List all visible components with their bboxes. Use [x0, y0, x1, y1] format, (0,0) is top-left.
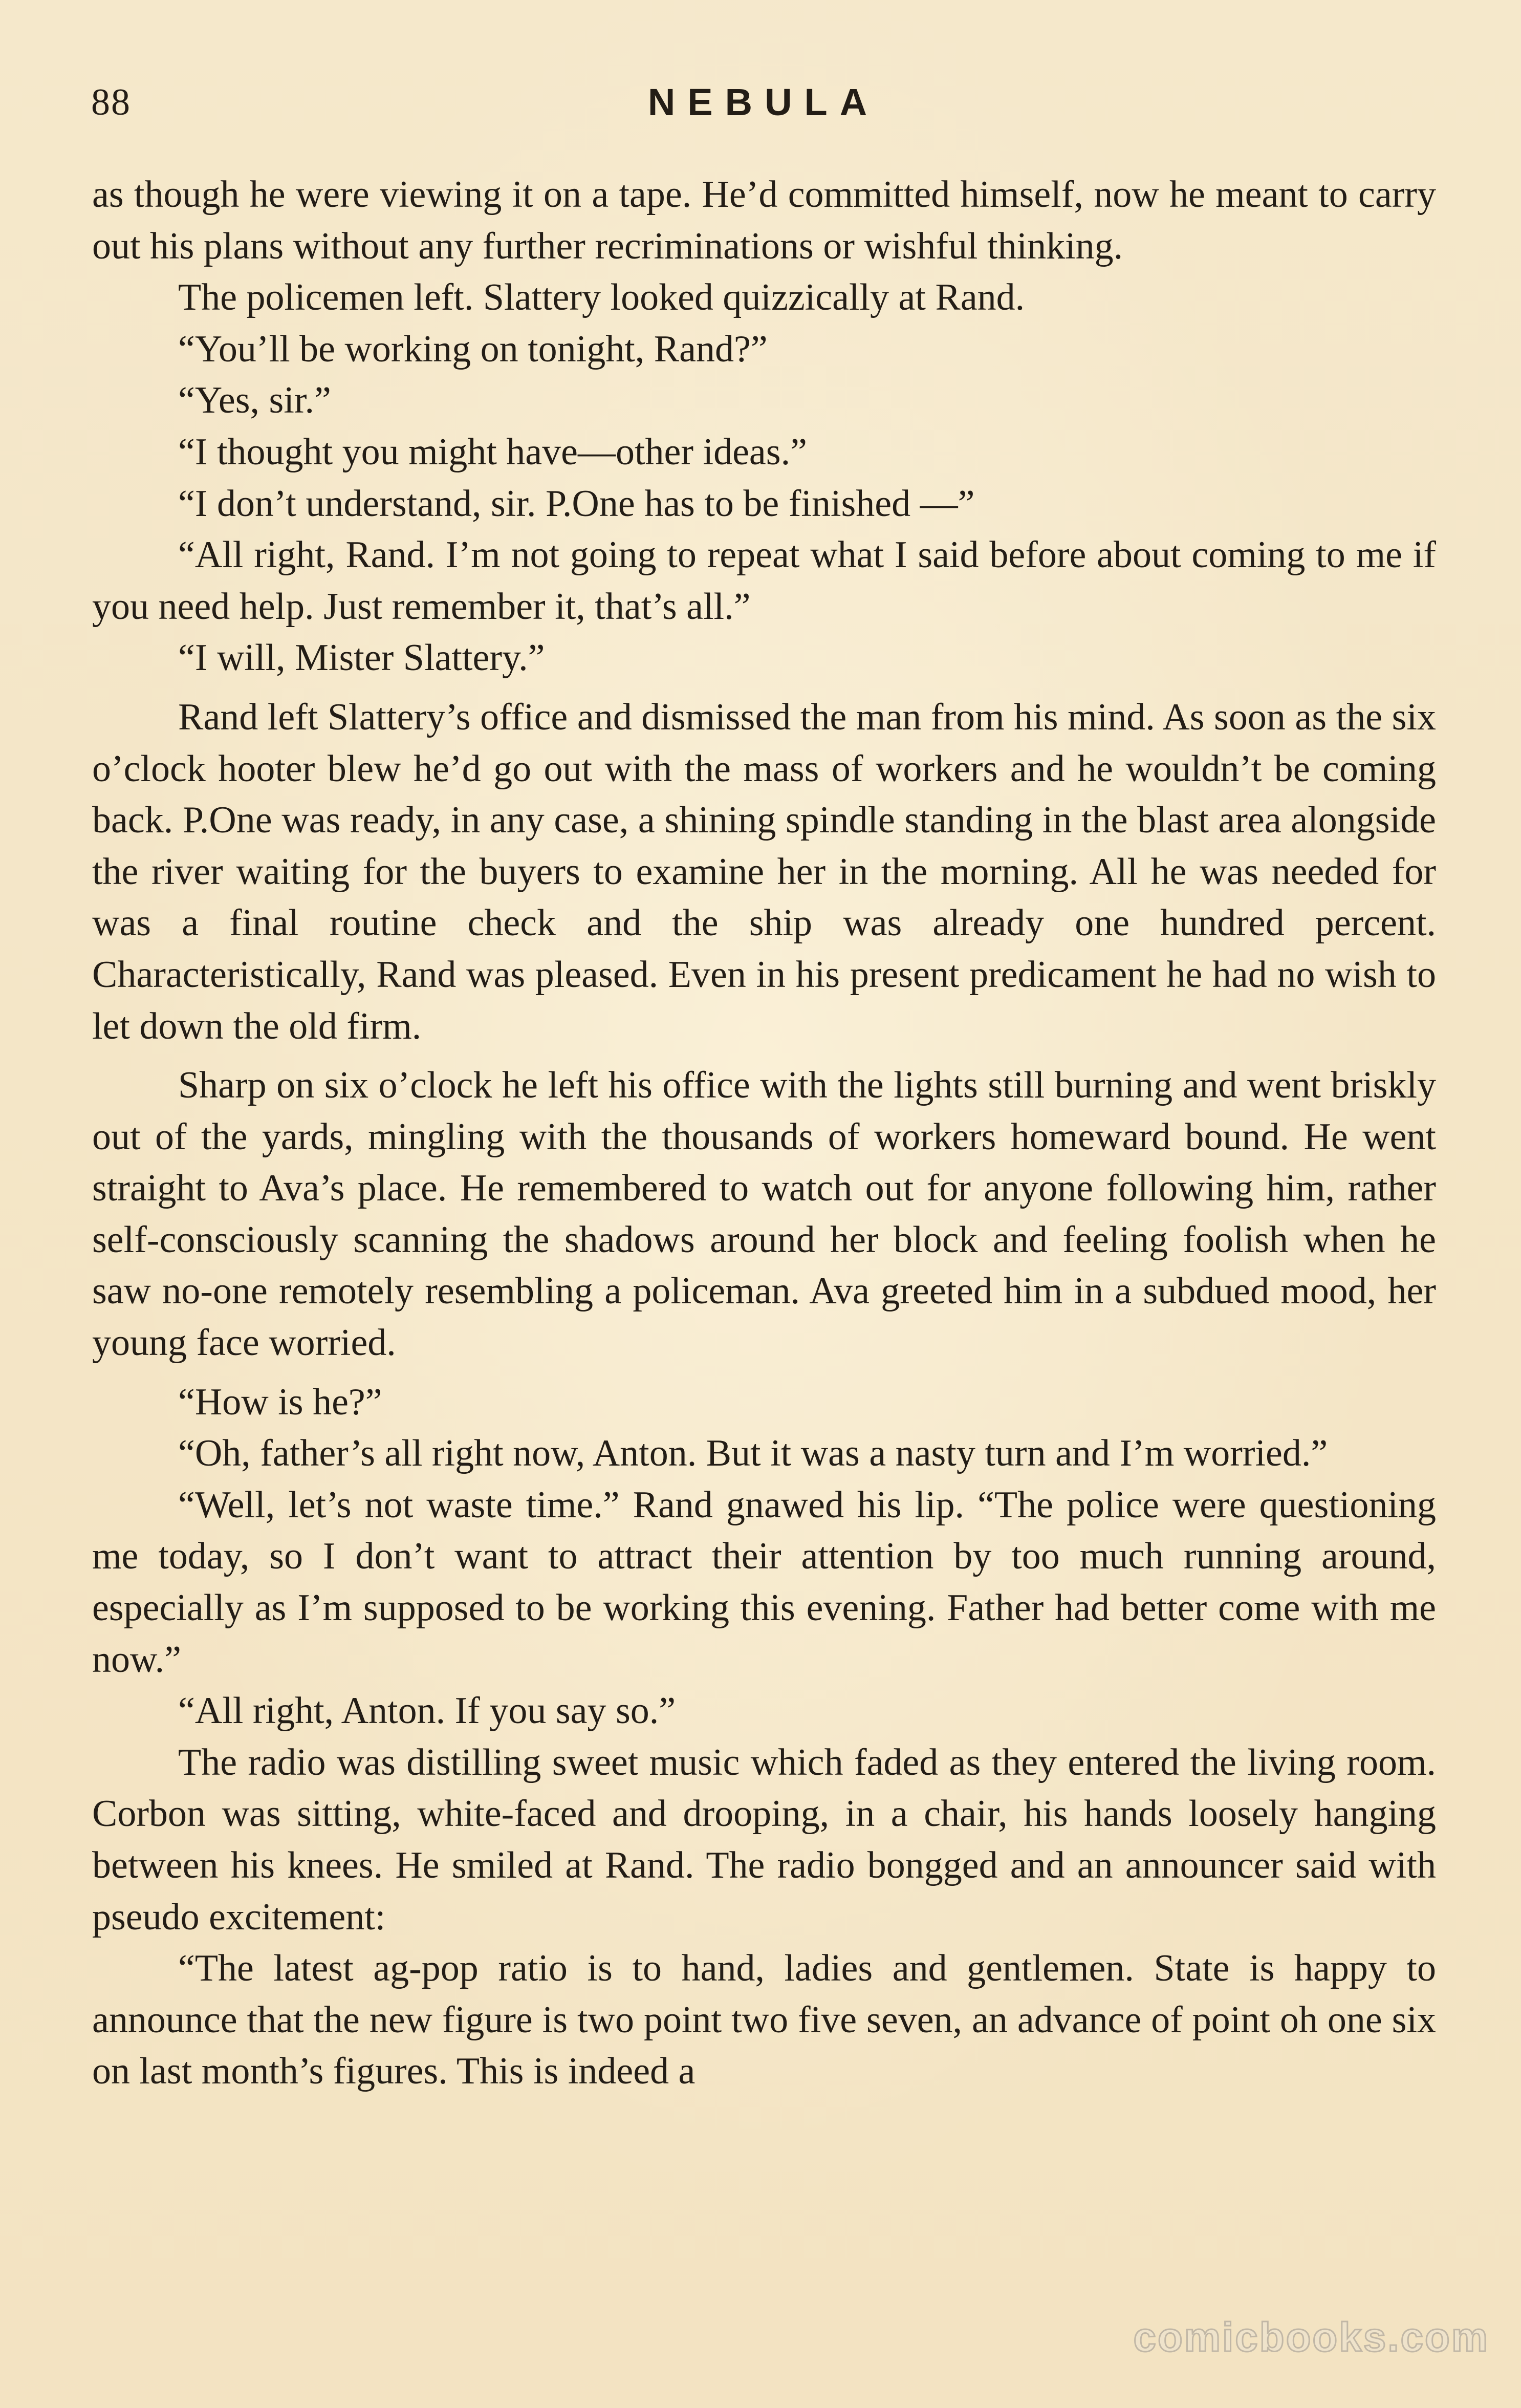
paragraph: “All right, Rand. I’m not going to repeat what I said before about coming to me if you need help. Just remember it, that’s all.”	[92, 534, 1436, 628]
watermark: comicbooks.com	[1133, 2314, 1489, 2360]
paragraph: Sharp on six o’clock he left his office with the lights still burning and went briskly out of the yards, mingling with the thousands of workers homeward bound. He went straight to Ava’s place. He remembered to watch out for anyone following him, rather self-consciously scanning the shadows around her block and feeling foolish when he saw no-one remotely resembling a policeman. Ava greeted him in a subdued mood, her young face worried.	[92, 1064, 1436, 1364]
running-title: NEBULA	[647, 81, 880, 123]
paragraph: The policemen left. Slattery looked quizzically at Rand.	[178, 276, 1025, 319]
paragraph: “How is he?”	[178, 1381, 382, 1423]
paragraph: “I thought you might have—other ideas.”	[178, 431, 807, 473]
paragraph: “You’ll be working on tonight, Rand?”	[178, 328, 768, 370]
paragraph: “All right, Anton. If you say so.”	[178, 1690, 676, 1732]
paragraph: “Oh, father’s all right now, Anton. But it was a nasty turn and I’m worried.”	[178, 1432, 1328, 1475]
page-number: 88	[91, 81, 131, 123]
body-text	[92, 169, 1436, 2097]
page-header	[91, 77, 1436, 128]
paragraph: The radio was distilling sweet music which faded as they entered the living room. Corbon was sitting, white-faced and drooping, in a chair, his hands loosely hanging between his knees. He smiled at Rand. The radio bongged and an announcer said with pseudo excitement:	[92, 1741, 1436, 1938]
paragraph: “Well, let’s not waste time.” Rand gnawed his lip. “The police were questioning me today, so I don’t want to attract their attention by too much running around, especially as I’m supposed to be working this evening. Father had better come with me now.”	[92, 1483, 1436, 1681]
paragraph: “The latest ag-pop ratio is to hand, ladies and gentlemen. State is happy to announce that the new figure is two point two five seven, an advance of point oh one six on last month’s figures. This is indeed a	[92, 1947, 1436, 2093]
paragraph: “I don’t understand, sir. P.One has to be finished —”	[178, 482, 975, 525]
paragraph: “I will, Mister Slattery.”	[178, 637, 545, 679]
paragraph: as though he were viewing it on a tape. He’d committed himself, now he meant to carry out his plans without any further recriminations or wishful thinking.	[92, 174, 1436, 267]
paragraph: “Yes, sir.”	[178, 379, 331, 422]
paragraph: Rand left Slattery’s office and dismissed the man from his mind. As soon as the six o’clock hooter blew he’d go out with the mass of workers and he wouldn’t be coming back. P.One was ready, in any case, a shining spindle standing in the blast area alongside the river waiting for the buyers to examine her in the morning. All he was needed for was a final routine check and the ship was already one hundred percent. Characteristically, Rand was pleased. Even in his present predicament he had no wish to let down the old firm.	[92, 696, 1436, 1047]
